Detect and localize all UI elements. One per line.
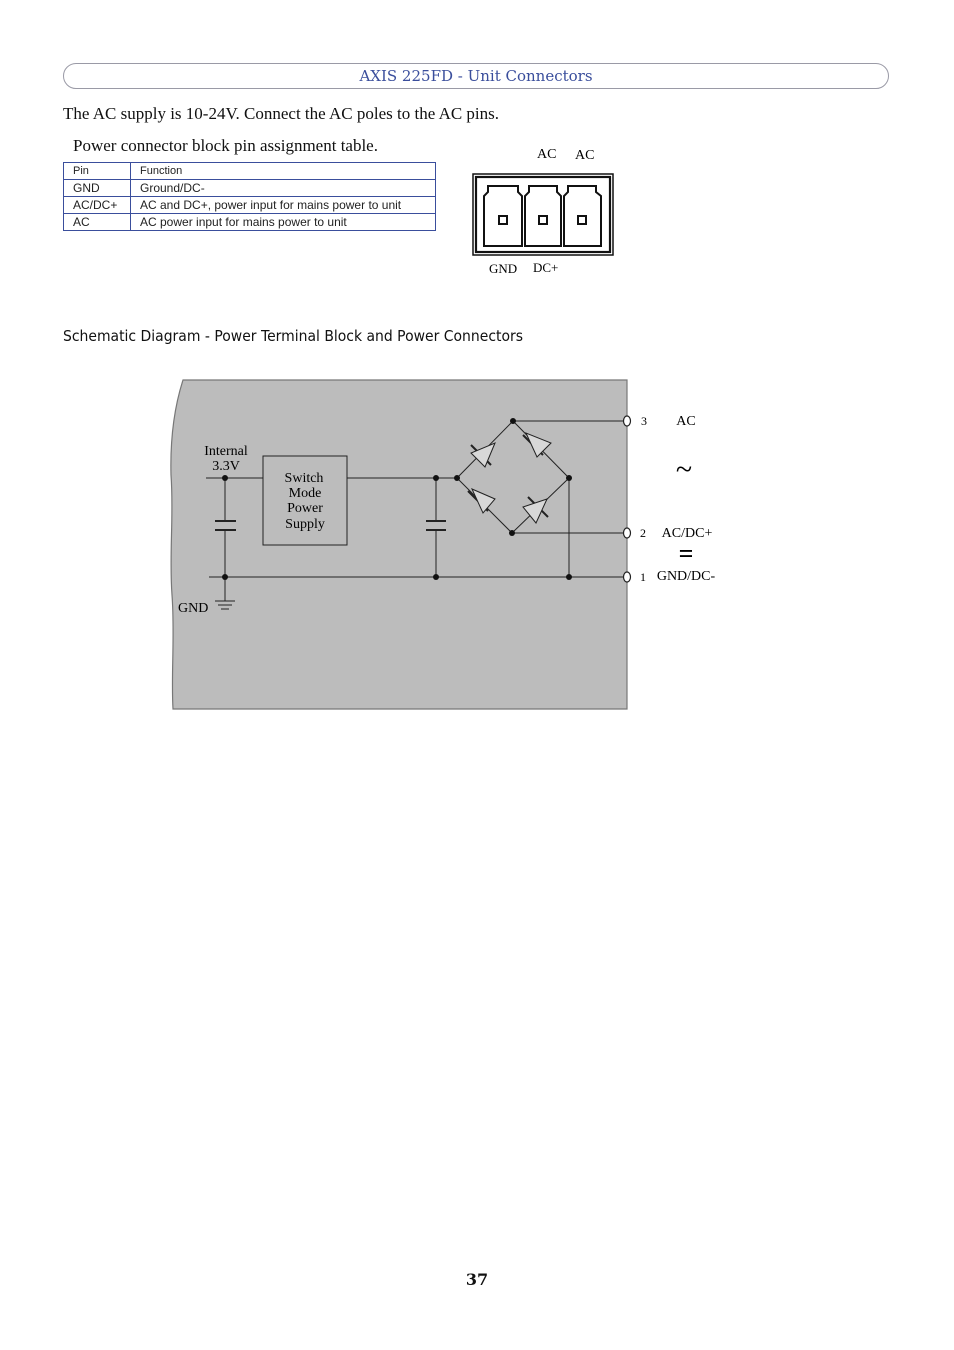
junction-dot [222,475,228,481]
schematic-heading: Schematic Diagram - Power Terminal Block and Power Connectors [63,327,524,345]
junction-dot [510,418,516,424]
column-header-pin: Pin [64,163,131,180]
page-header [63,63,889,89]
junction-dot [566,574,572,580]
power-connector-figure [470,140,620,282]
connector-label-dc-plus: DC+ [533,260,559,275]
connector-label-ac-2: AC [575,148,595,163]
pin-assignment-table [63,162,436,231]
header-title: AXIS 225FD - Unit Connectors [359,67,593,85]
terminal-3-number: 3 [641,414,647,428]
terminal-2-circle [624,528,631,538]
terminal-2-number: 2 [640,526,646,540]
schematic-diagram [165,375,725,715]
table-row [64,180,436,197]
table-header-row [64,163,436,180]
junction-dot [222,574,228,580]
dc-symbol: = [678,539,694,568]
connector-pin-1 [499,216,507,224]
pin-cell: AC [64,214,131,231]
smps-label-line: Switch [284,471,324,486]
junction-dot [433,574,439,580]
connector-pin-2 [539,216,547,224]
function-cell: AC power input for mains power to unit [131,214,436,231]
connector-label-ac-1: AC [537,147,557,162]
junction-dot [566,475,572,481]
table-row [64,197,436,214]
terminal-1-label: GND/DC- [656,569,716,584]
device-boundary-panel [171,380,627,709]
page-number: 37 [465,1270,489,1289]
intro-text: The AC supply is 10-24V. Connect the AC poles to the AC pins. [63,104,500,123]
terminal-2-label: AC/DC+ [661,526,713,541]
gnd-label: GND [178,601,209,616]
function-cell: Ground/DC- [131,180,436,197]
terminal-3-label: AC [676,414,696,429]
connector-pin-3 [578,216,586,224]
terminal-3-circle [624,416,631,426]
pin-table-caption: Power connector block pin assignment table. [73,136,378,155]
junction-dot [509,530,515,536]
table-row [64,214,436,231]
smps-label-line: Supply [285,517,325,532]
internal-voltage-label: 3.3V [212,459,240,474]
column-header-function: Function [131,163,436,180]
pin-cell: AC/DC+ [64,197,131,214]
smps-label-line: Power [287,501,323,516]
ac-symbol: ~ [675,453,693,486]
terminal-1-circle [624,572,631,582]
junction-dot [433,475,439,481]
smps-label-line: Mode [288,486,322,501]
junction-dot [454,475,460,481]
terminal-1-number: 1 [640,570,646,584]
internal-label: Internal [204,444,248,459]
connector-label-gnd: GND [489,261,518,276]
pin-cell: GND [64,180,131,197]
function-cell: AC and DC+, power input for mains power to unit [131,197,436,214]
